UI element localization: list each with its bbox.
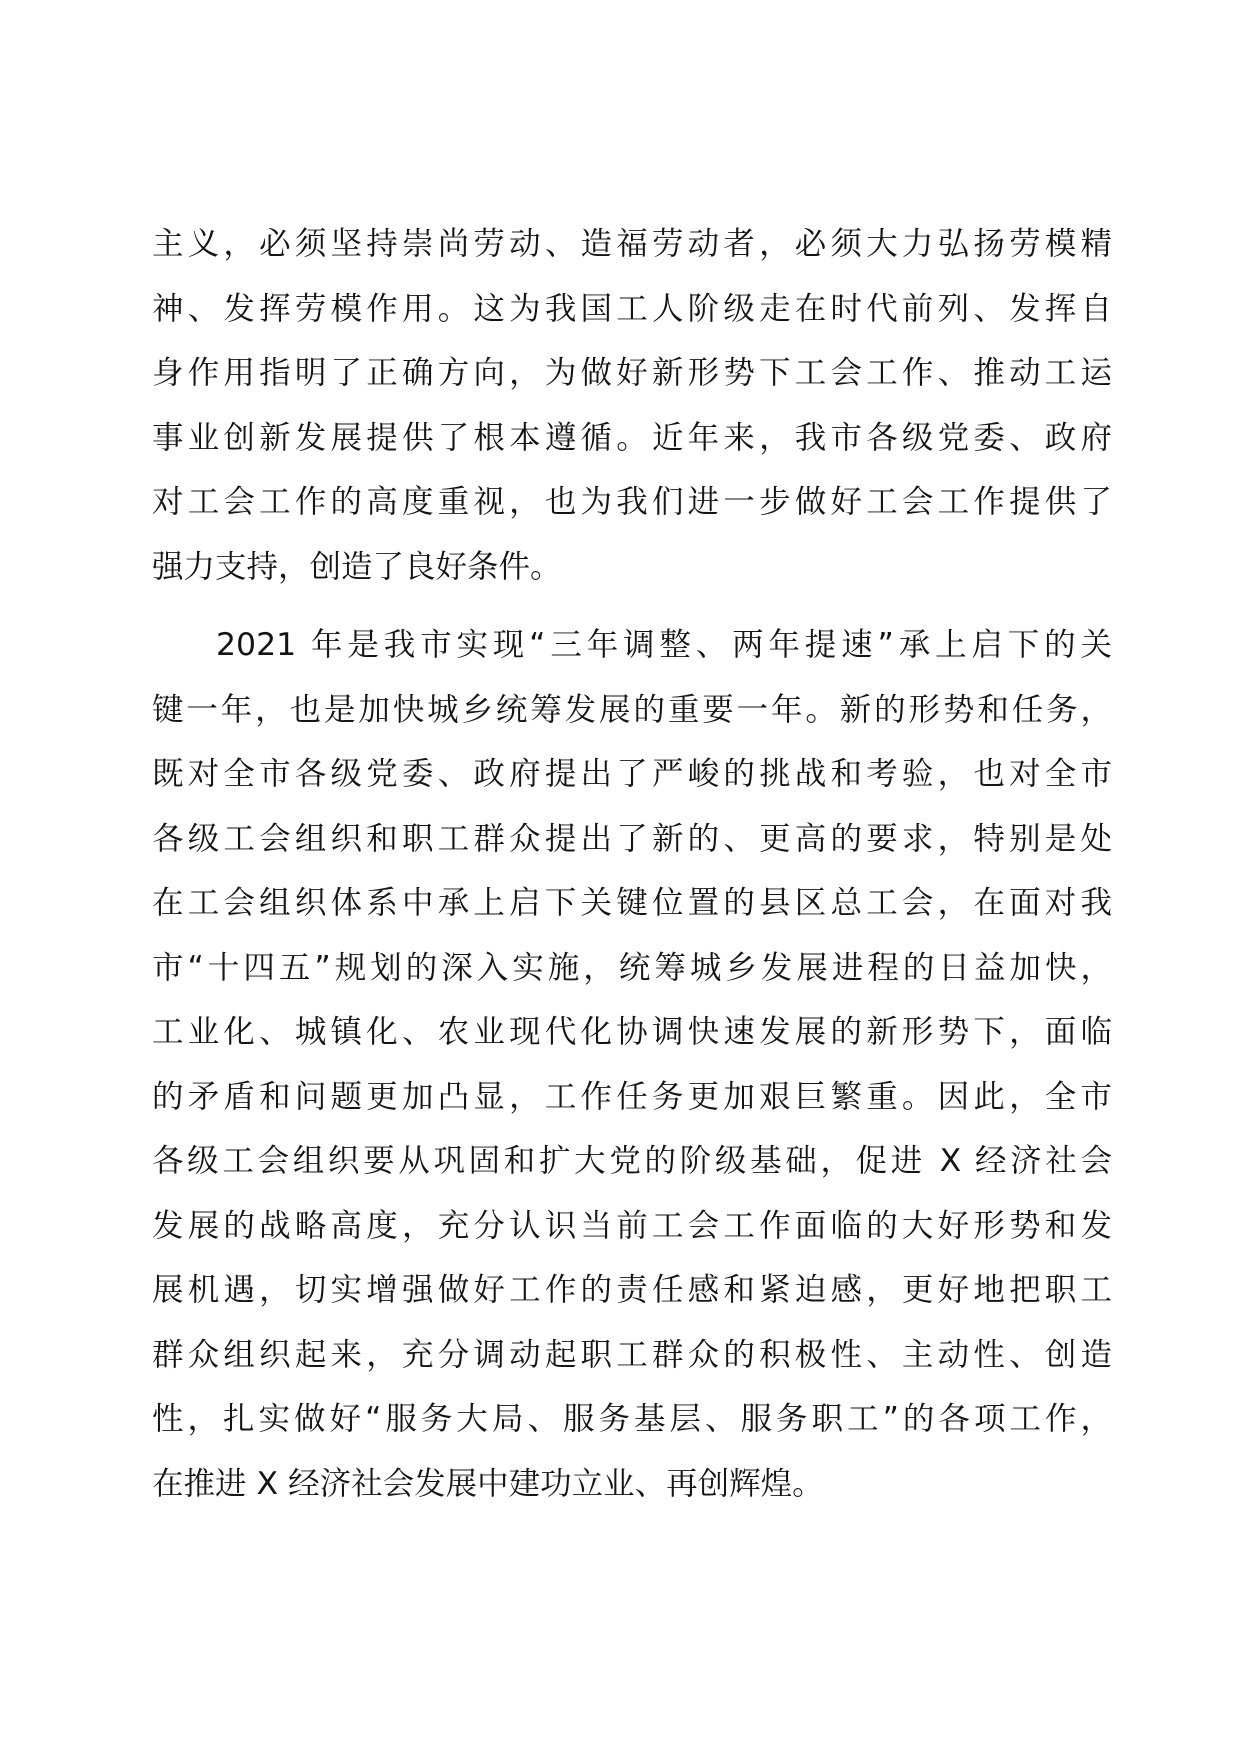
text-line: 各级工会组织要从巩固和扩大党的阶级基础，促进 X 经济社会 [152, 1143, 1112, 1179]
paragraph-spacer [152, 599, 1112, 613]
text-line: 既对全市各级党委、政府提出了严峻的挑战和考验，也对全市 [152, 756, 1112, 792]
text-line: 各级工会组织和职工群众提出了新的、更高的要求，特别是处 [152, 820, 1112, 857]
text-line: 性，扎实做好“服务大局、服务基层、服务职工”的各项工作， [152, 1401, 1112, 1437]
text-line: 2021 年是我市实现“三年调整、两年提速”承上启下的关 [216, 627, 1112, 663]
text-line: 的矛盾和问题更加凸显，工作任务更加艰巨繁重。因此，全市 [152, 1078, 1112, 1115]
text-line: 键一年，也是加快城乡统筹发展的重要一年。新的形势和任务， [152, 691, 1112, 728]
text-line: 展机遇，切实增强做好工作的责任感和紧迫感，更好地把职工 [152, 1272, 1112, 1308]
text-line: 在推进 X 经济社会发展中建功立业、再创辉煌。 [152, 1465, 824, 1502]
text-line: 事业创新发展提供了根本遵循。近年来，我市各级党委、政府 [152, 419, 1112, 456]
text-line: 发展的战略高度，充分认识当前工会工作面临的大好形势和发 [152, 1207, 1112, 1244]
text-line: 市“十四五”规划的深入实施，统筹城乡发展进程的日益加快， [152, 949, 1112, 986]
document-body [152, 212, 1112, 1516]
text-line: 强力支持，创造了良好条件。 [152, 548, 562, 585]
paragraph-1 [152, 212, 1112, 599]
text-line: 神、发挥劳模作用。这为我国工人阶级走在时代前列、发挥自 [152, 290, 1112, 327]
text-line: 对工会工作的高度重视，也为我们进一步做好工会工作提供了 [152, 484, 1112, 520]
text-line: 工业化、城镇化、农业现代化协调快速发展的新形势下，面临 [152, 1014, 1112, 1050]
paragraph-2 [152, 613, 1112, 1516]
text-line: 主义，必须坚持崇尚劳动、造福劳动者，必须大力弘扬劳模精 [152, 226, 1112, 262]
text-line: 身作用指明了正确方向，为做好新形势下工会工作、推动工运 [152, 355, 1112, 391]
text-line: 群众组织起来，充分调动起职工群众的积极性、主动性、创造 [152, 1336, 1112, 1373]
text-line: 在工会组织体系中承上启下关键位置的县区总工会，在面对我 [152, 885, 1112, 921]
